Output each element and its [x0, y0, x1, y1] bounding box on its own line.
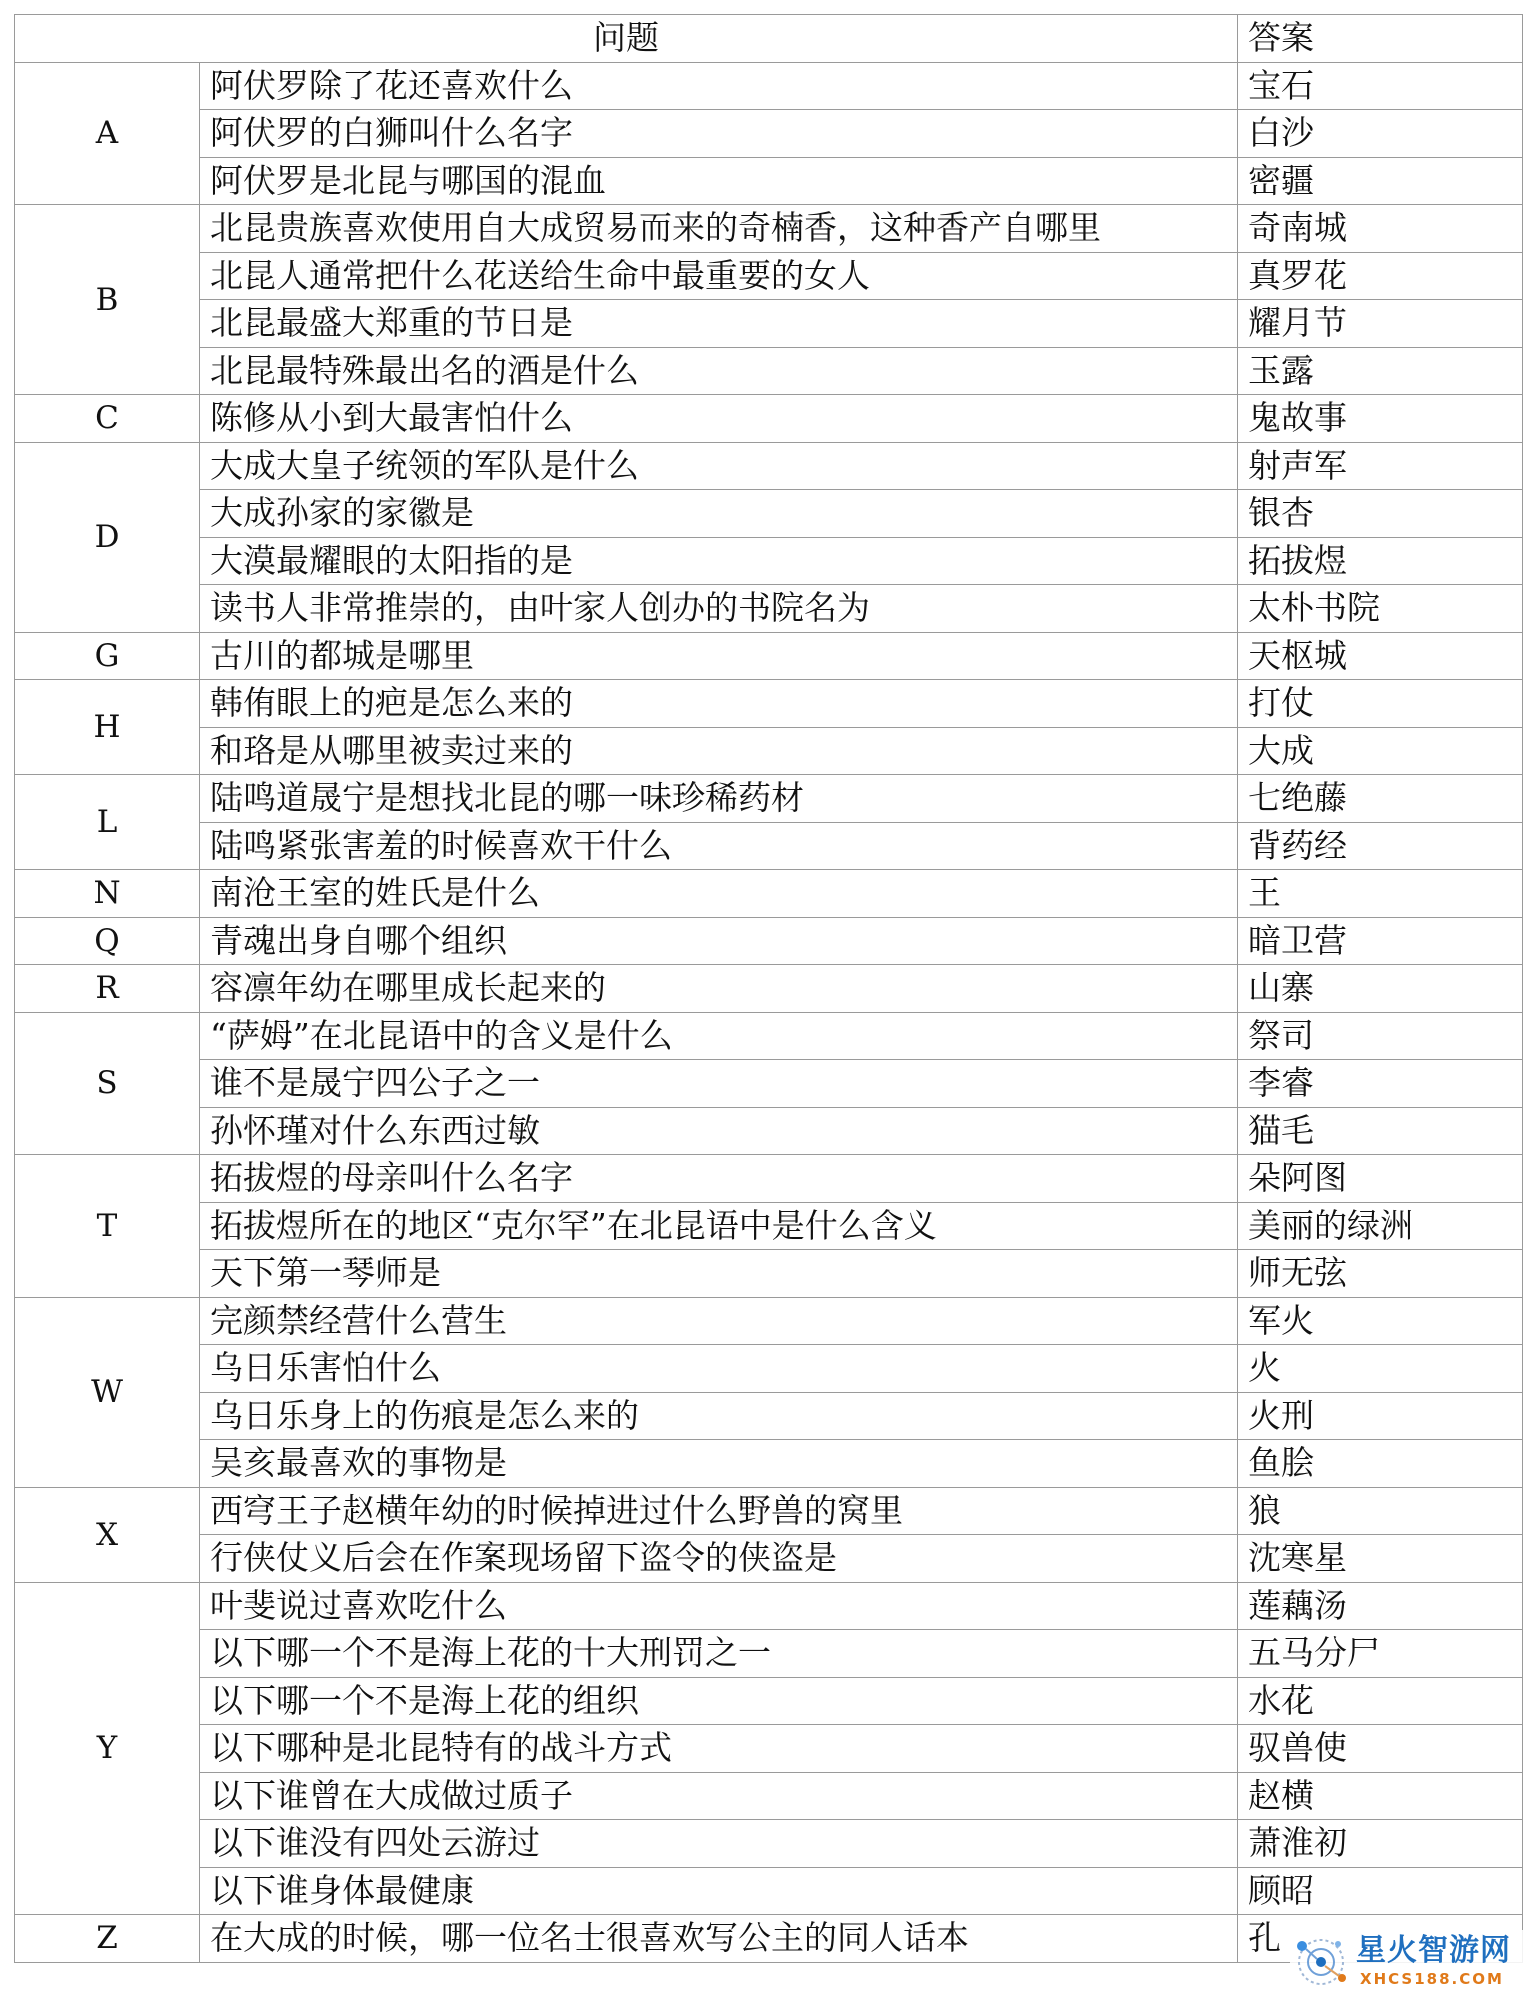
question-cell: 阿伏罗的白狮叫什么名字: [200, 110, 1238, 158]
answer-cell: 美丽的绿洲: [1238, 1202, 1523, 1250]
question-cell: 以下哪一个不是海上花的十大刑罚之一: [200, 1630, 1238, 1678]
answer-cell: 驭兽使: [1238, 1725, 1523, 1773]
answer-cell: 祭司: [1238, 1012, 1523, 1060]
table-row: [15, 585, 1523, 633]
question-cell: 在大成的时候，哪一位名士很喜欢写公主的同人话本: [200, 1915, 1238, 1963]
question-cell: 拓拔煜的母亲叫什么名字: [200, 1155, 1238, 1203]
answer-cell: 顾昭: [1238, 1867, 1523, 1915]
answer-cell: 萧淮初: [1238, 1820, 1523, 1868]
answer-cell: 银杏: [1238, 490, 1523, 538]
question-cell: 和珞是从哪里被卖过来的: [200, 727, 1238, 775]
answer-cell: 七绝藤: [1238, 775, 1523, 823]
question-cell: 容凛年幼在哪里成长起来的: [200, 965, 1238, 1013]
answer-cell: 朵阿图: [1238, 1155, 1523, 1203]
answer-cell: 李睿: [1238, 1060, 1523, 1108]
question-cell: 以下哪种是北昆特有的战斗方式: [200, 1725, 1238, 1773]
table-row: [15, 1440, 1523, 1488]
question-cell: 乌日乐害怕什么: [200, 1345, 1238, 1393]
answer-cell: 孔: [1238, 1915, 1523, 1963]
table-row: [15, 1060, 1523, 1108]
table-row: [15, 822, 1523, 870]
table-row: [15, 1630, 1523, 1678]
header-answer: 答案: [1238, 15, 1523, 63]
answer-cell: 赵横: [1238, 1772, 1523, 1820]
answer-cell: 水花: [1238, 1677, 1523, 1725]
group-letter: D: [15, 442, 200, 632]
group-letter: Y: [15, 1582, 200, 1915]
question-cell: 北昆最盛大郑重的节日是: [200, 300, 1238, 348]
table-row: [15, 1345, 1523, 1393]
table-row: [15, 1392, 1523, 1440]
group-letter: S: [15, 1012, 200, 1155]
table-row: [15, 62, 1523, 110]
answer-cell: 暗卫营: [1238, 917, 1523, 965]
table-row: [15, 870, 1523, 918]
table-row: [15, 1155, 1523, 1203]
question-cell: 大成孙家的家徽是: [200, 490, 1238, 538]
table-row: [15, 1250, 1523, 1298]
qa-table: [14, 14, 1523, 1963]
answer-cell: 军火: [1238, 1297, 1523, 1345]
answer-cell: 鬼故事: [1238, 395, 1523, 443]
header-question: 问题: [15, 15, 1238, 63]
table-header-row: [15, 15, 1523, 63]
group-letter: G: [15, 632, 200, 680]
table-row: [15, 1107, 1523, 1155]
table-row: [15, 1820, 1523, 1868]
question-cell: “萨姆”在北昆语中的含义是什么: [200, 1012, 1238, 1060]
question-cell: 以下谁曾在大成做过质子: [200, 1772, 1238, 1820]
answer-cell: 宝石: [1238, 62, 1523, 110]
table-row: [15, 680, 1523, 728]
answer-cell: 山寨: [1238, 965, 1523, 1013]
question-cell: 叶斐说过喜欢吃什么: [200, 1582, 1238, 1630]
answer-cell: 玉露: [1238, 347, 1523, 395]
table-row: [15, 395, 1523, 443]
question-cell: 阿伏罗是北昆与哪国的混血: [200, 157, 1238, 205]
table-row: [15, 490, 1523, 538]
answer-cell: 狼: [1238, 1487, 1523, 1535]
group-letter: L: [15, 775, 200, 870]
table-row: [15, 1297, 1523, 1345]
table-row: [15, 347, 1523, 395]
question-cell: 陈修从小到大最害怕什么: [200, 395, 1238, 443]
watermark-title: 星火智游网: [1356, 1933, 1511, 1968]
table-row: [15, 252, 1523, 300]
table-row: [15, 1867, 1523, 1915]
answer-cell: 火刑: [1238, 1392, 1523, 1440]
watermark: [1290, 1930, 1526, 1994]
question-cell: 南沧王室的姓氏是什么: [200, 870, 1238, 918]
answer-cell: 拓拔煜: [1238, 537, 1523, 585]
answer-cell: 耀月节: [1238, 300, 1523, 348]
answer-cell: 沈寒星: [1238, 1535, 1523, 1583]
answer-cell: 五马分尸: [1238, 1630, 1523, 1678]
group-letter: W: [15, 1297, 200, 1487]
question-cell: 西穹王子赵横年幼的时候掉进过什么野兽的窝里: [200, 1487, 1238, 1535]
question-cell: 大成大皇子统领的军队是什么: [200, 442, 1238, 490]
answer-cell: 奇南城: [1238, 205, 1523, 253]
answer-cell: 打仗: [1238, 680, 1523, 728]
question-cell: 北昆贵族喜欢使用自大成贸易而来的奇楠香，这种香产自哪里: [200, 205, 1238, 253]
question-cell: 乌日乐身上的伤痕是怎么来的: [200, 1392, 1238, 1440]
question-cell: 谁不是晟宁四公子之一: [200, 1060, 1238, 1108]
question-cell: 大漠最耀眼的太阳指的是: [200, 537, 1238, 585]
answer-cell: 背药经: [1238, 822, 1523, 870]
table-row: [15, 917, 1523, 965]
question-cell: 阿伏罗除了花还喜欢什么: [200, 62, 1238, 110]
group-letter: H: [15, 680, 200, 775]
table-row: [15, 537, 1523, 585]
group-letter: R: [15, 965, 200, 1013]
question-cell: 天下第一琴师是: [200, 1250, 1238, 1298]
table-row: [15, 1202, 1523, 1250]
group-letter: N: [15, 870, 200, 918]
table-body: [15, 62, 1523, 1962]
question-cell: 孙怀瑾对什么东西过敏: [200, 1107, 1238, 1155]
question-cell: 古川的都城是哪里: [200, 632, 1238, 680]
table-row: [15, 775, 1523, 823]
group-letter: T: [15, 1155, 200, 1298]
table-row: [15, 1487, 1523, 1535]
table-row: [15, 110, 1523, 158]
table-row: [15, 442, 1523, 490]
answer-cell: 大成: [1238, 727, 1523, 775]
table-row: [15, 965, 1523, 1013]
table-row: [15, 300, 1523, 348]
question-cell: 陆鸣道晟宁是想找北昆的哪一味珍稀药材: [200, 775, 1238, 823]
group-letter: X: [15, 1487, 200, 1582]
table-row: [15, 1677, 1523, 1725]
question-cell: 拓拔煜所在的地区“克尔罕”在北昆语中是什么含义: [200, 1202, 1238, 1250]
group-letter: Q: [15, 917, 200, 965]
answer-cell: 王: [1238, 870, 1523, 918]
question-cell: 北昆人通常把什么花送给生命中最重要的女人: [200, 252, 1238, 300]
answer-cell: 白沙: [1238, 110, 1523, 158]
answer-cell: 莲藕汤: [1238, 1582, 1523, 1630]
table-row: [15, 632, 1523, 680]
question-cell: 韩侑眼上的疤是怎么来的: [200, 680, 1238, 728]
question-cell: 吴亥最喜欢的事物是: [200, 1440, 1238, 1488]
answer-cell: 太朴书院: [1238, 585, 1523, 633]
table-row: [15, 1725, 1523, 1773]
table-row: [15, 1582, 1523, 1630]
table-row: [15, 205, 1523, 253]
answer-cell: 天枢城: [1238, 632, 1523, 680]
question-cell: 陆鸣紧张害羞的时候喜欢干什么: [200, 822, 1238, 870]
group-letter: B: [15, 205, 200, 395]
question-cell: 以下谁没有四处云游过: [200, 1820, 1238, 1868]
question-cell: 以下哪一个不是海上花的组织: [200, 1677, 1238, 1725]
answer-cell: 真罗花: [1238, 252, 1523, 300]
answer-cell: 鱼脍: [1238, 1440, 1523, 1488]
group-letter: Z: [15, 1915, 200, 1963]
answer-cell: 猫毛: [1238, 1107, 1523, 1155]
answer-cell: 师无弦: [1238, 1250, 1523, 1298]
group-letter: C: [15, 395, 200, 443]
table-row: [15, 1535, 1523, 1583]
question-cell: 行侠仗义后会在作案现场留下盗令的侠盗是: [200, 1535, 1238, 1583]
site-logo-icon: [1290, 1932, 1352, 1992]
answer-cell: 密疆: [1238, 157, 1523, 205]
table-row: [15, 1772, 1523, 1820]
answer-cell: 火: [1238, 1345, 1523, 1393]
table-row: [15, 727, 1523, 775]
table-row: [15, 157, 1523, 205]
watermark-url: XHCS188.COM: [1360, 1970, 1504, 1988]
question-cell: 读书人非常推崇的，由叶家人创办的书院名为: [200, 585, 1238, 633]
question-cell: 以下谁身体最健康: [200, 1867, 1238, 1915]
group-letter: A: [15, 62, 200, 205]
question-cell: 青魂出身自哪个组织: [200, 917, 1238, 965]
question-cell: 完颜禁经营什么营生: [200, 1297, 1238, 1345]
answer-cell: 射声军: [1238, 442, 1523, 490]
table-row: [15, 1012, 1523, 1060]
question-cell: 北昆最特殊最出名的酒是什么: [200, 347, 1238, 395]
